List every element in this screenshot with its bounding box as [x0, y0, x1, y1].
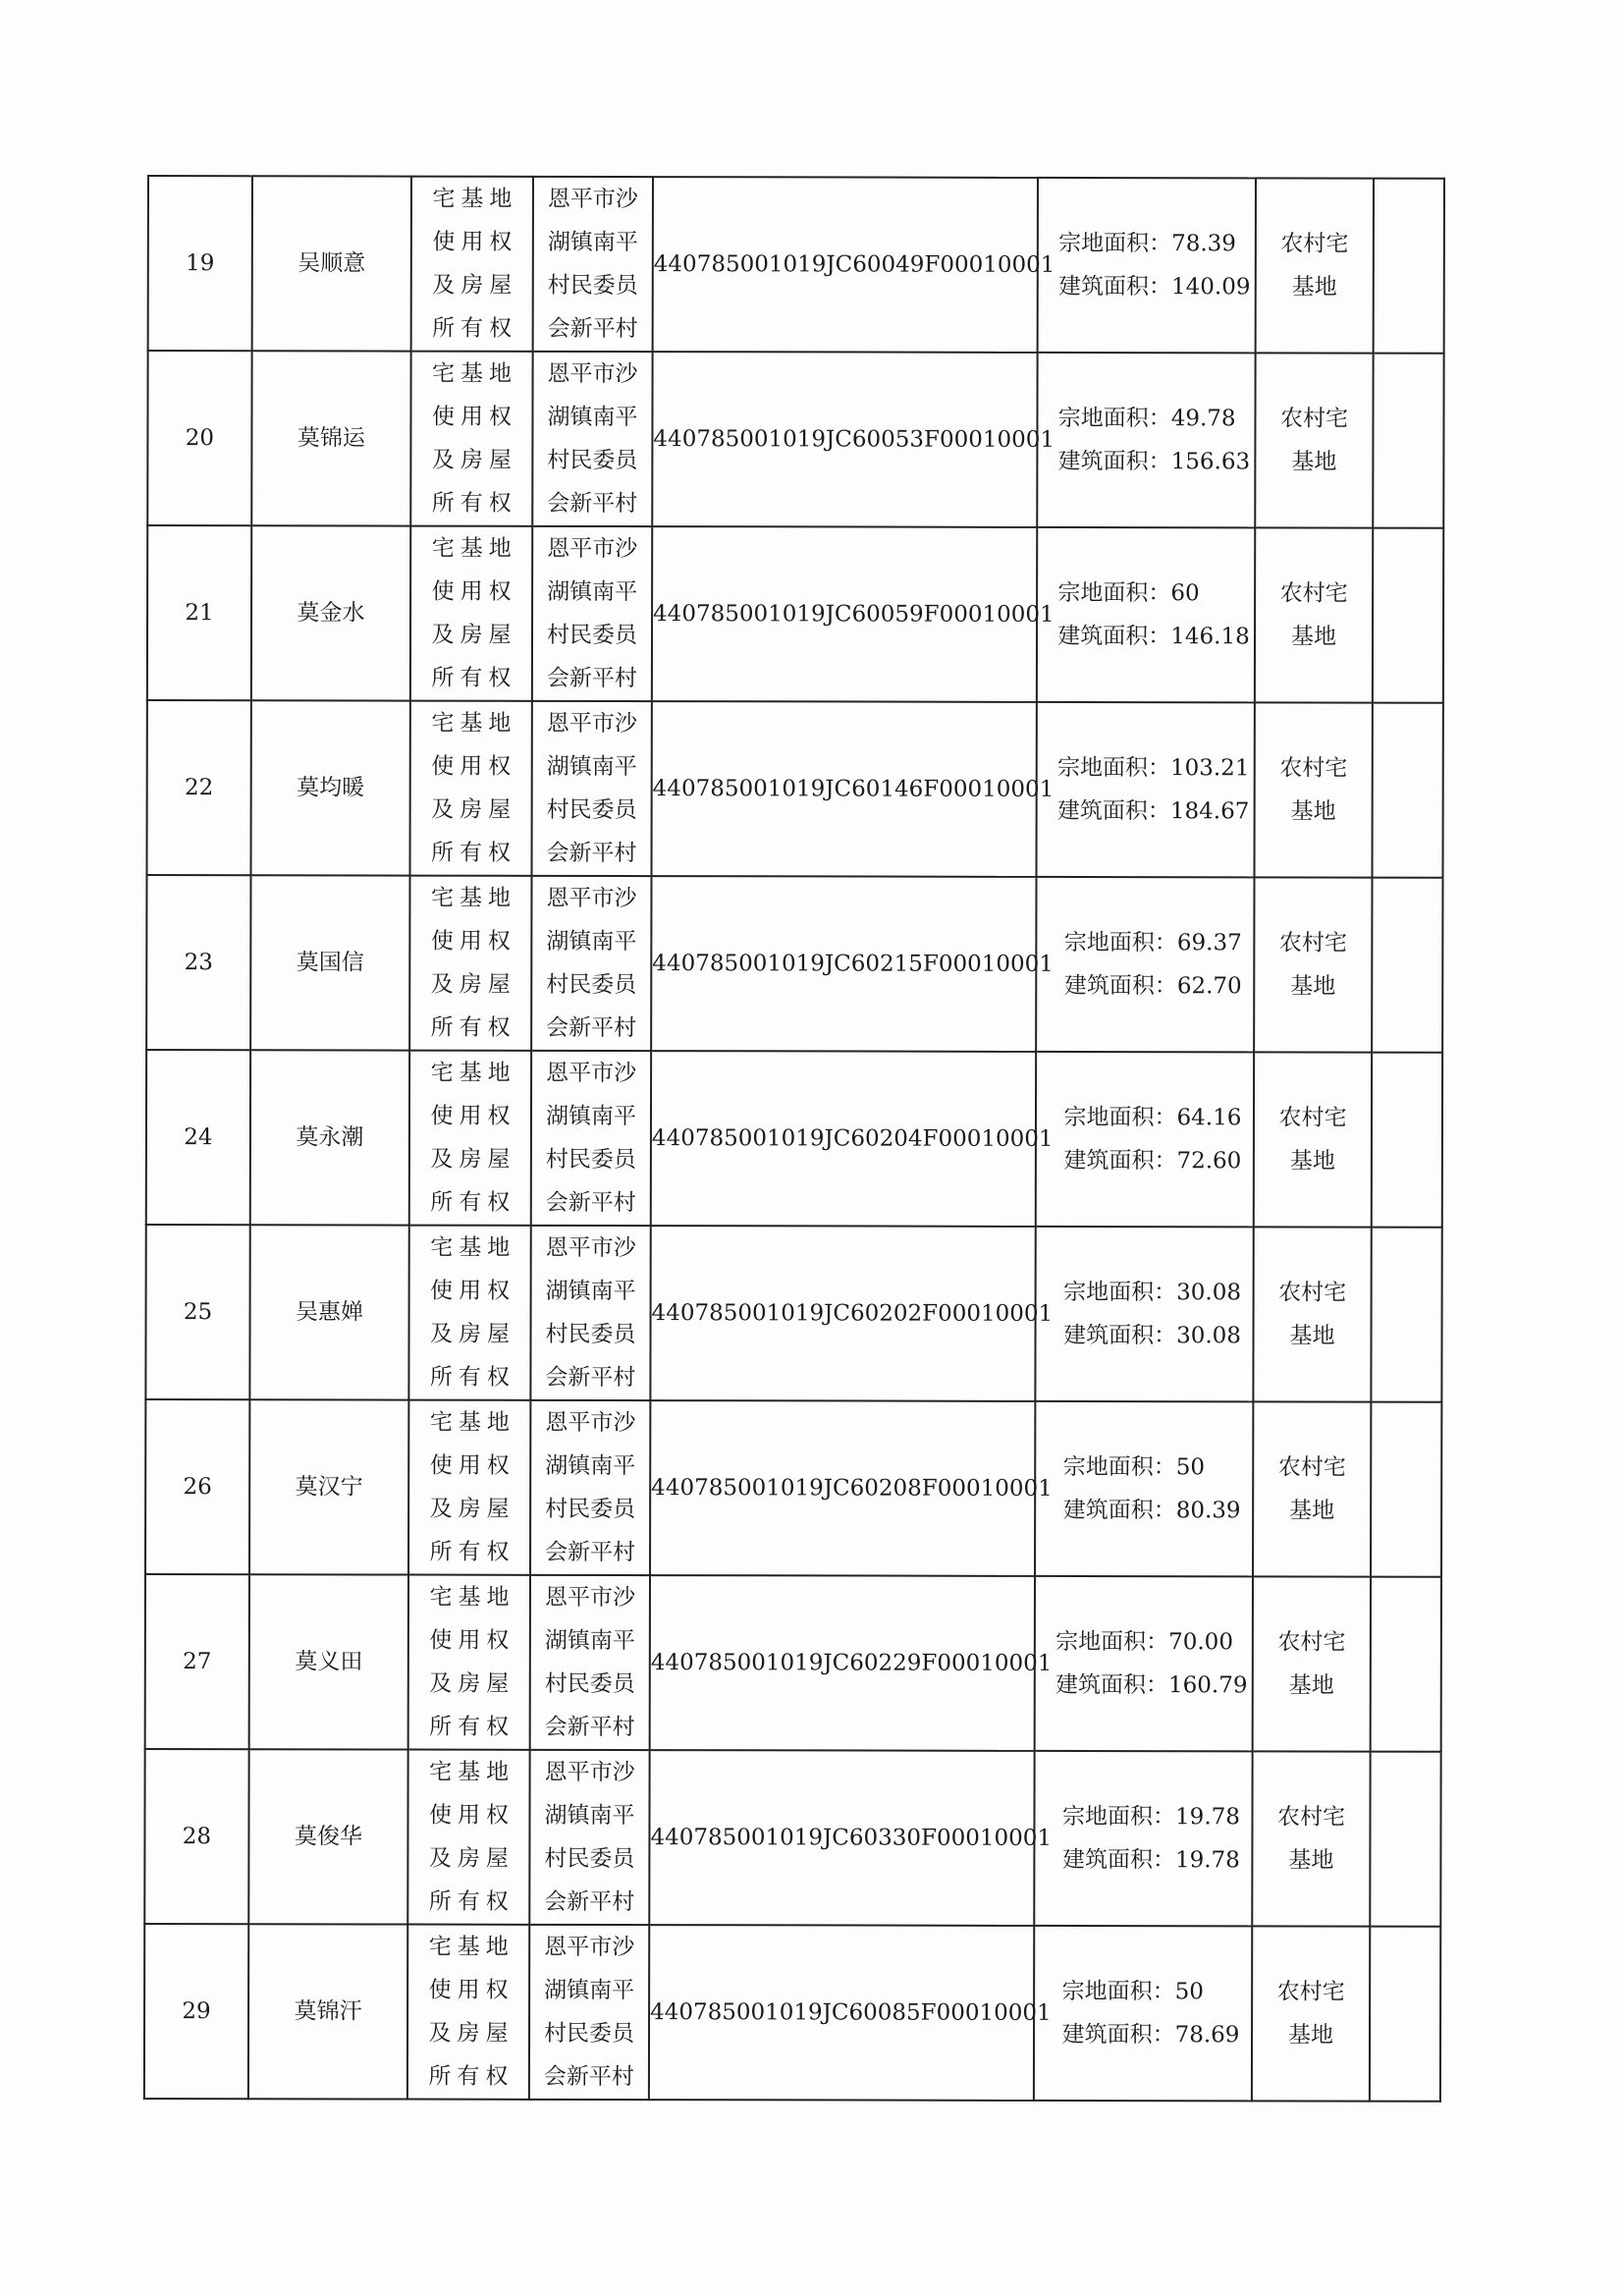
location-line: 会新平村 — [543, 2063, 634, 2091]
location-line: 会新平村 — [546, 1014, 637, 1042]
land-use — [1252, 1751, 1370, 1926]
land-use — [1253, 1227, 1371, 1401]
land-area: 宗地面积：69.37 — [1063, 929, 1242, 957]
location-line: 恩平市沙 — [547, 360, 638, 388]
area-cell — [1038, 178, 1256, 353]
location-line: 村民委员 — [544, 1670, 635, 1698]
land-use-line: 农村宅 — [1276, 1979, 1345, 2005]
row-number: 25 — [145, 1225, 249, 1399]
right-type — [407, 1750, 529, 1925]
location-line: 村民委员 — [544, 2020, 635, 2048]
land-use — [1254, 877, 1372, 1052]
area-cell — [1034, 1926, 1252, 2101]
land-use-line: 基地 — [1290, 798, 1336, 825]
right-type-line: 所有权 — [429, 1539, 515, 1565]
location-line: 会新平村 — [545, 1539, 636, 1566]
row-number: 21 — [147, 525, 251, 700]
right-type-line: 及房屋 — [430, 971, 516, 998]
right-type-line: 使用权 — [431, 404, 518, 430]
land-area: 宗地面积：50 — [1061, 1978, 1204, 2005]
owner-name: 吴惠婵 — [249, 1225, 408, 1399]
building-area: 建筑面积：30.08 — [1063, 1322, 1241, 1349]
unit-code: 440785001019JC60330F00010001 — [649, 1750, 1034, 1926]
land-area: 宗地面积：60 — [1057, 579, 1200, 607]
owner-name: 莫锦汗 — [248, 1924, 407, 2099]
land-use-line: 农村宅 — [1279, 406, 1349, 432]
land-use-line: 基地 — [1288, 1672, 1334, 1699]
location-line: 会新平村 — [547, 315, 638, 343]
right-type — [408, 1226, 530, 1400]
building-area: 建筑面积：72.60 — [1063, 1147, 1242, 1175]
right-type-line: 及房屋 — [428, 1845, 514, 1872]
right-type-line: 宅基地 — [429, 1759, 515, 1785]
right-type — [409, 1051, 531, 1226]
right-type-line: 及房屋 — [431, 622, 517, 648]
land-use-line: 基地 — [1288, 1847, 1334, 1874]
owner-name: 莫汉宁 — [249, 1399, 408, 1574]
right-type-line: 宅基地 — [429, 1409, 515, 1436]
row-number: 29 — [144, 1924, 248, 2099]
area-cell — [1037, 702, 1255, 877]
location — [533, 177, 653, 352]
location — [531, 876, 651, 1051]
note-cell — [1371, 1577, 1441, 1752]
right-type-line: 及房屋 — [431, 796, 517, 823]
right-type — [409, 876, 531, 1051]
unit-code: 440785001019JC60215F00010001 — [651, 876, 1036, 1052]
location — [530, 1400, 650, 1575]
location-line: 湖镇南平 — [545, 1103, 637, 1130]
unit-code: 440785001019JC60208F00010001 — [650, 1400, 1035, 1576]
note-cell — [1373, 528, 1443, 703]
land-area: 宗地面积：30.08 — [1063, 1279, 1242, 1306]
location-line: 村民委员 — [545, 1496, 636, 1523]
location-line: 恩平市沙 — [544, 1759, 635, 1786]
location-line: 会新平村 — [545, 1189, 636, 1217]
note-cell — [1374, 179, 1444, 354]
note-cell — [1373, 354, 1443, 528]
building-area: 建筑面积：62.70 — [1063, 972, 1242, 1000]
unit-code: 440785001019JC60202F00010001 — [650, 1226, 1035, 1401]
land-area: 宗地面积：50 — [1062, 1453, 1206, 1481]
land-use — [1253, 1576, 1371, 1751]
note-cell — [1371, 1228, 1441, 1402]
land-use-line: 农村宅 — [1278, 1280, 1347, 1306]
land-use — [1254, 1052, 1372, 1227]
right-type-line: 使用权 — [429, 1452, 515, 1479]
note-cell — [1372, 1053, 1442, 1228]
land-use-line: 农村宅 — [1278, 1105, 1347, 1131]
right-type-line: 使用权 — [428, 1977, 514, 2003]
location-line: 村民委员 — [547, 447, 638, 474]
right-type-line: 所有权 — [431, 665, 517, 691]
building-area: 建筑面积：78.69 — [1061, 2021, 1240, 2049]
right-type-line: 使用权 — [430, 928, 516, 955]
location — [532, 701, 652, 876]
land-use-line: 基地 — [1290, 624, 1337, 650]
right-type-line: 所有权 — [431, 840, 517, 866]
location — [531, 1051, 651, 1226]
land-use-line: 基地 — [1291, 274, 1337, 301]
location-line: 恩平市沙 — [546, 710, 637, 738]
location-line: 湖镇南平 — [546, 928, 637, 956]
table-row — [146, 875, 1442, 1053]
location — [532, 526, 652, 701]
area-cell — [1036, 877, 1254, 1052]
area-cell — [1035, 1576, 1253, 1751]
right-type-line: 使用权 — [429, 1627, 515, 1654]
unit-code: 440785001019JC60049F00010001 — [653, 177, 1038, 353]
right-type-line: 及房屋 — [429, 1670, 515, 1697]
building-area: 建筑面积：156.63 — [1057, 448, 1251, 475]
right-type-line: 所有权 — [432, 315, 518, 342]
row-number: 20 — [147, 351, 251, 525]
right-type-line: 宅基地 — [432, 186, 518, 212]
location-line: 恩平市沙 — [546, 885, 637, 912]
location — [529, 1925, 649, 2100]
land-use-line: 农村宅 — [1278, 930, 1347, 957]
land-use-line: 农村宅 — [1279, 580, 1348, 607]
location-line: 村民委员 — [545, 1146, 636, 1174]
right-type — [410, 701, 532, 876]
building-area: 建筑面积：160.79 — [1055, 1671, 1248, 1699]
location-line: 村民委员 — [544, 1845, 635, 1873]
right-type-line: 使用权 — [431, 578, 517, 605]
right-type-line: 宅基地 — [430, 885, 516, 911]
row-number: 23 — [146, 875, 250, 1050]
right-type-line: 及房屋 — [430, 1321, 516, 1347]
location-line: 恩平市沙 — [545, 1409, 636, 1437]
owner-name: 吴顺意 — [252, 176, 411, 351]
area-cell — [1037, 527, 1255, 702]
table-row — [146, 1050, 1442, 1228]
row-number: 27 — [145, 1574, 249, 1749]
location-line: 恩平市沙 — [547, 535, 638, 563]
right-type-line: 使用权 — [431, 753, 517, 780]
note-cell — [1370, 1752, 1440, 1927]
row-number: 22 — [147, 700, 251, 875]
location-line: 恩平市沙 — [544, 1584, 635, 1612]
owner-name: 莫义田 — [249, 1574, 408, 1749]
table-row — [145, 1574, 1441, 1752]
land-area: 宗地面积：103.21 — [1056, 754, 1250, 782]
location-line: 会新平村 — [545, 1364, 636, 1392]
location-line: 湖镇南平 — [544, 1627, 635, 1655]
table-row — [145, 1399, 1441, 1577]
land-use-line: 基地 — [1288, 2022, 1334, 2049]
land-use — [1256, 178, 1374, 353]
building-area: 建筑面积：140.09 — [1057, 273, 1251, 301]
land-use — [1255, 353, 1373, 527]
location-line: 会新平村 — [544, 1888, 635, 1916]
location-line: 湖镇南平 — [546, 753, 637, 781]
right-type — [408, 1400, 530, 1575]
location-line: 村民委员 — [546, 971, 637, 999]
owner-name: 莫锦运 — [251, 351, 410, 525]
right-type — [410, 352, 532, 526]
location-line: 湖镇南平 — [547, 404, 638, 431]
unit-code: 440785001019JC60229F00010001 — [650, 1575, 1035, 1751]
note-cell — [1371, 1402, 1441, 1577]
land-use-line: 农村宅 — [1277, 1454, 1346, 1481]
land-use — [1255, 527, 1373, 702]
right-type-line: 使用权 — [430, 1103, 516, 1129]
right-type-line: 使用权 — [428, 1802, 515, 1829]
right-type-line: 所有权 — [429, 1364, 515, 1391]
land-area: 宗地面积：19.78 — [1062, 1803, 1240, 1831]
location-line: 湖镇南平 — [545, 1278, 636, 1305]
right-type-line: 所有权 — [431, 490, 517, 517]
right-type — [408, 1575, 530, 1750]
table-row — [147, 351, 1443, 528]
location-line: 湖镇南平 — [544, 1802, 635, 1830]
location-line: 恩平市沙 — [544, 1934, 635, 1961]
area-cell — [1037, 353, 1255, 527]
right-type-line: 宅基地 — [430, 1060, 516, 1086]
area-cell — [1036, 1052, 1254, 1227]
note-cell — [1373, 703, 1443, 878]
land-use-line: 基地 — [1289, 1323, 1335, 1349]
right-type-line: 及房屋 — [430, 1146, 516, 1173]
row-number: 26 — [145, 1399, 249, 1574]
location-line: 湖镇南平 — [544, 1977, 635, 2004]
table-row — [145, 1225, 1441, 1402]
table-row — [144, 1749, 1440, 1927]
right-type-line: 所有权 — [428, 2063, 514, 2090]
right-type — [407, 1925, 529, 2100]
land-use-line: 基地 — [1289, 1498, 1335, 1524]
right-type-line: 及房屋 — [429, 1496, 515, 1522]
location-line: 会新平村 — [546, 665, 637, 692]
location-line: 湖镇南平 — [547, 229, 638, 256]
unit-code: 440785001019JC60146F00010001 — [652, 701, 1037, 877]
land-use-line: 基地 — [1289, 1148, 1335, 1175]
property-registry-table — [143, 175, 1445, 2103]
area-cell — [1035, 1227, 1253, 1401]
location-line: 恩平市沙 — [545, 1234, 636, 1262]
location — [530, 1226, 650, 1400]
right-type-line: 及房屋 — [428, 2020, 514, 2047]
right-type — [410, 526, 532, 701]
owner-name: 莫国信 — [250, 875, 409, 1050]
right-type-line: 所有权 — [430, 1014, 516, 1041]
unit-code: 440785001019JC60053F00010001 — [652, 352, 1037, 527]
table-row — [148, 176, 1444, 354]
land-use — [1255, 702, 1373, 877]
owner-name: 莫永潮 — [250, 1050, 409, 1225]
owner-name: 莫俊华 — [248, 1749, 407, 1924]
location — [532, 352, 652, 526]
note-cell — [1370, 1927, 1440, 2102]
land-use-line: 农村宅 — [1277, 1629, 1346, 1656]
land-area: 宗地面积：78.39 — [1058, 230, 1236, 257]
note-cell — [1372, 878, 1442, 1053]
location-line: 会新平村 — [544, 1714, 635, 1741]
right-type-line: 宅基地 — [431, 710, 517, 737]
owner-name: 莫均暖 — [251, 700, 410, 875]
location-line: 湖镇南平 — [547, 578, 638, 606]
location-line: 湖镇南平 — [545, 1452, 636, 1480]
building-area: 建筑面积：146.18 — [1057, 623, 1250, 650]
location — [530, 1575, 650, 1750]
land-area: 宗地面积：70.00 — [1055, 1628, 1234, 1656]
location — [529, 1750, 649, 1925]
location-line: 村民委员 — [545, 1321, 636, 1348]
land-area: 宗地面积：49.78 — [1057, 405, 1236, 432]
location-line: 恩平市沙 — [547, 186, 638, 213]
unit-code: 440785001019JC60204F00010001 — [651, 1051, 1036, 1227]
row-number: 28 — [144, 1749, 248, 1924]
land-use — [1253, 1401, 1371, 1576]
right-type-line: 使用权 — [432, 229, 518, 255]
location-line: 会新平村 — [547, 490, 638, 518]
right-type-line: 所有权 — [429, 1714, 515, 1740]
right-type-line: 使用权 — [430, 1278, 516, 1304]
area-cell — [1035, 1401, 1253, 1576]
location-line: 会新平村 — [546, 840, 637, 867]
right-type-line: 及房屋 — [431, 447, 517, 473]
location-line: 村民委员 — [547, 272, 638, 300]
area-cell — [1034, 1751, 1252, 1926]
land-area: 宗地面积：64.16 — [1063, 1104, 1242, 1131]
right-type-line: 宅基地 — [428, 1934, 514, 1960]
row-number: 24 — [146, 1050, 250, 1225]
right-type-line: 宅基地 — [431, 535, 517, 562]
right-type-line: 所有权 — [430, 1189, 516, 1216]
building-area: 建筑面积：19.78 — [1061, 1846, 1240, 1874]
location-line: 村民委员 — [546, 796, 637, 824]
right-type — [411, 177, 533, 352]
row-number: 19 — [148, 176, 252, 351]
location-line: 村民委员 — [546, 622, 638, 649]
building-area: 建筑面积：184.67 — [1056, 797, 1250, 825]
table-row — [147, 700, 1443, 878]
table-row — [147, 525, 1443, 703]
unit-code: 440785001019JC60085F00010001 — [649, 1925, 1034, 2101]
land-use-line: 农村宅 — [1279, 755, 1348, 782]
right-type-line: 宅基地 — [429, 1584, 515, 1611]
right-type-line: 宅基地 — [430, 1234, 516, 1261]
owner-name: 莫金水 — [251, 525, 410, 700]
table-row — [144, 1924, 1440, 2102]
building-area: 建筑面积：80.39 — [1062, 1497, 1241, 1524]
right-type-line: 所有权 — [428, 1888, 514, 1915]
right-type-line: 及房屋 — [432, 272, 518, 299]
land-use-line: 基地 — [1290, 973, 1336, 1000]
unit-code: 440785001019JC60059F00010001 — [652, 526, 1037, 702]
land-use-line: 农村宅 — [1280, 231, 1349, 257]
right-type-line: 宅基地 — [432, 360, 518, 387]
land-use-line: 农村宅 — [1276, 1804, 1346, 1831]
location-line: 恩平市沙 — [546, 1060, 637, 1087]
registry-table-body — [144, 176, 1444, 2102]
land-use-line: 基地 — [1291, 449, 1337, 475]
land-use — [1252, 1926, 1370, 2101]
